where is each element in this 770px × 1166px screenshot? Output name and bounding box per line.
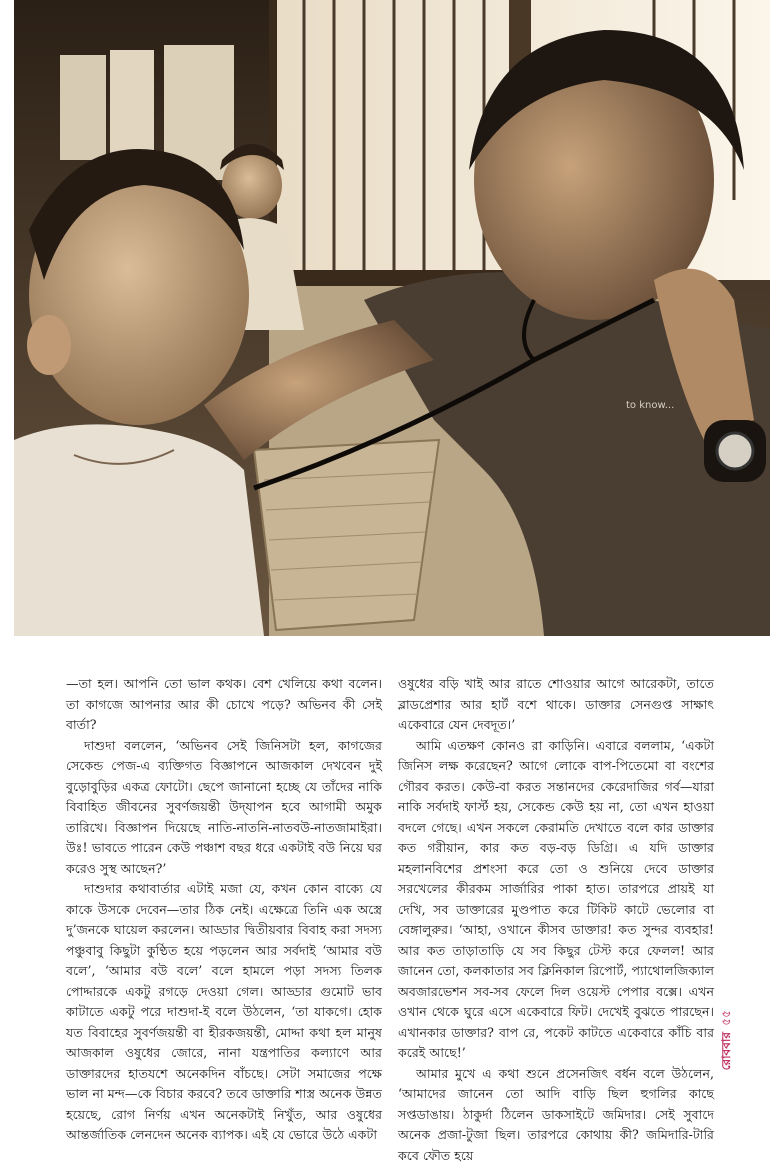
- paragraph: —তা হল। আপনি তো ভাল কথক। বেশ খেলিয়ে কথা বলেন। তা কাগজে আপনার আর কী চোখে পড়ে? অভিনব কী সেই বার্তা?: [66, 674, 382, 736]
- cover-photo: [14, 0, 770, 636]
- paragraph: আমার মুখে এ কথা শুনে প্রসেনজিৎ বর্ধন বলে উঠলেন, ‘আমাদের জানেন তো আদি বাড়ি ছিল হুগলির কাছে সপ্তডাঙায়। ঠাকুর্দা ঠিলেন ডাকসাইটে জমিদার। সেই সুবাদে অনেক প্রজা-টুজা ছিল। তারপরে কোথায় কী? জমিদারি-টারি কবে ফৌত হয়ে: [398, 1064, 714, 1166]
- page-folio: [712, 1010, 740, 1100]
- photo-illustration: [14, 0, 770, 636]
- paragraph: ওষুধের বড়ি খাই আর রাতে শোওয়ার আগে আরেকটা, তাতে ব্লাডপ্রেশার আর হার্ট বশে থাকে। ডাক্তার সেনগুপ্ত সাক্ষাৎ একেবারে যেন দেবদূত।’: [398, 674, 714, 736]
- paragraph: দাশুদার কথাবার্তার এটাই মজা যে, কখন কোন বাক্যে যে কাকে উসকে দেবেন—তার ঠিক নেই। এক্ষেত্রে তিনি এক অস্ত্রে দু’জনকে ঘায়েল করলেন। আড্ডার দ্বিতীয়বার বিবাহ করা সদস্য পঞ্চুবাবু কিছুটা কুণ্ঠিত হয়ে পড়লেন আর সর্বদাই ‘আমার বউ বলে’, ‘আমার বউ বলে’ বলে হামলে পড়া সদস্য তিলক পোদ্দারকে একটু রগড়ে দেওয়া গেল। আড্ডার গুমোট ভাব কাটাতে একটু পরে দাশুদা-ই বলে উঠলেন, ‘তা যাকগে। হোক যত বিবাহের সুবর্ণজয়ন্তী বা হীরকজয়ন্তী, মোদ্দা কথা হল মানুষ আজকাল ওষুধের জোরে, নানা যন্ত্রপাতির কল্যাণে আর ডাক্তারদের হাতযশে অনেকদিন বাঁচছে। সেটা সমাজের পক্ষে ভাল না মন্দ—কে বিচার করবে? তবে ডাক্তারি শাস্ত্র অনেক উন্নত হয়েছে, রোগ নির্ণয় এখন অনেকটাই নিখুঁত, আর ওষুধের আন্তর্জাতিক লেনদেন অনেক ব্যাপক। এই যে ভোরে উঠে একটা: [66, 879, 382, 1146]
- magazine-name: রোববার: [716, 1032, 736, 1070]
- right-column: [398, 674, 714, 1166]
- paragraph: দাশুদা বললেন, ‘অভিনব সেই জিনিসটা হল, কাগজের সেকেন্ড পেজ-এ ব্যক্তিগত বিজ্ঞাপনে আজকাল দেখবেন দুই বুড়োবুড়ির একত্র ফোটো। ছেপে জানানো হচ্ছে যে তাঁদের নাকি বিবাহিত জীবনের সুবর্ণজয়ন্তী উদ্‌যাপন হবে আগামী অমুক তারিখে। বিজ্ঞাপন দিয়েছে নাতি-নাতনি-নাতবউ-নাতজামাইরা। উঃ! ভাবতে পারেন কেউ পঞ্চাশ বছর ধরে একটাই বউ নিয়ে ঘর করেও সুস্থ আছেন?’: [66, 736, 382, 880]
- left-column: [66, 674, 382, 1146]
- page-number: ৫৫: [716, 1010, 736, 1026]
- shirt-text: to know...: [626, 400, 674, 411]
- paragraph: আমি এতক্ষণ কোনও রা কাড়িনি। এবারে বললাম, ‘একটা জিনিস লক্ষ করেছেন? আগে লোকে বাপ-পিতেমো বা বংশের গৌরব করত। কেউ-বা করত সন্তানদের কেরেদাজির গর্ব—যারা নাকি সর্বদাই ফার্স্ট হয়, সেকেন্ড কেউ হয় না, তো এখন হাওয়া বদলে গেছে। এখন সকলে কেরামতি দেখাতে বলে কার ডাক্তার কত গরীয়ান, কার কত বড়-বড় ডিগ্রি। এ যদি ডাক্তার মহলানবিশের প্রশংসা করে তো ও শুনিয়ে দেবে ডাক্তার সরখেলের কীরকম সার্জারির পাকা হাত। তারপরে প্রায়ই যা দেখি, সব ডাক্তারের মুণ্ডপাত করে টিকিট কাটে ভেলোর বা বেঙ্গালুরুর। ‘আহা, ওখানে কীসব ডাক্তার! কত সুন্দর ব্যবহার! আর কত তাড়াতাড়ি যে সব কিছুর টেস্ট করে ফেলল! আর জানেন তো, কলকাতার সব ক্লিনিকাল রিপোর্ট, প্যাথোলজিক্যাল অবজারভেশন সব-সব ফেলে দিল ওয়েস্ট পেপার বক্সে। এখন ওখান থেকে ঘুরে এসে একেবারে ফিট। দেখেই বুঝতে পারছেন। এখানকার ডাক্তার? বাপ রে, পকেট কাটতে একেবারে কাঁচি বার করেই আছে!’: [398, 736, 714, 1064]
